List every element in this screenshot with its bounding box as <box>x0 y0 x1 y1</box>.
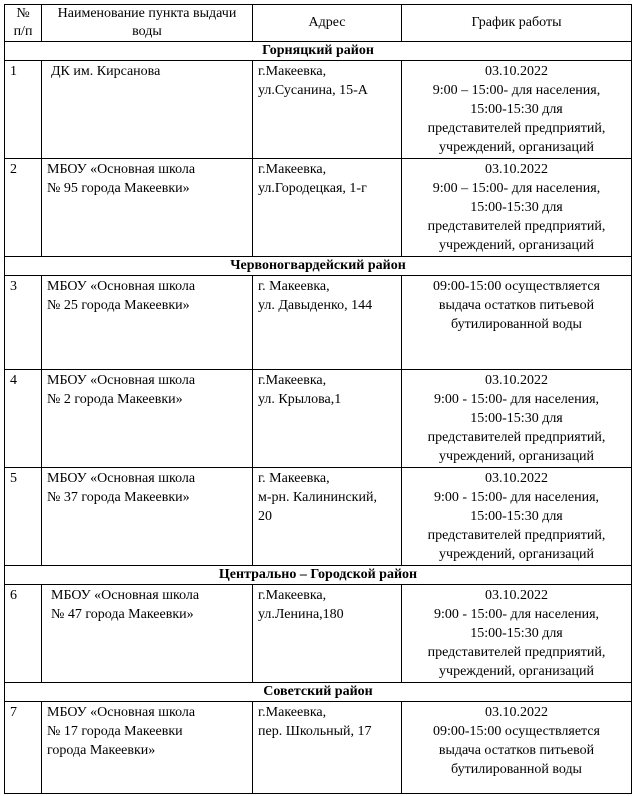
point-name: МБОУ «Основная школа № 2 города Макеевки» <box>42 370 253 468</box>
table-body <box>5 42 632 794</box>
work-schedule: 09:00-15:00 осуществляется выдача остатков питьевой бутилированной воды <box>402 276 632 370</box>
point-name: МБОУ «Основная школа № 37 города Макеевки» <box>42 468 253 566</box>
table-row <box>5 61 632 159</box>
point-name: МБОУ «Основная школа № 17 города Макеевки города Макеевки» <box>42 702 253 794</box>
district-name: Горняцкий район <box>5 42 632 61</box>
point-address: г. Макеевка, ул. Давыденко, 144 <box>253 276 402 370</box>
header-address: Адрес <box>253 5 402 42</box>
header-row <box>5 5 632 42</box>
district-row <box>5 257 632 276</box>
point-address: г.Макеевка, ул.Городецкая, 1-г <box>253 159 402 257</box>
district-name: Советский район <box>5 683 632 702</box>
work-schedule: 03.10.2022 9:00 - 15:00- для населения, 15:00-15:30 для представителей предприятий, учреждений, организаций <box>402 585 632 683</box>
work-schedule: 03.10.2022 9:00 - 15:00- для населения, 15:00-15:30 для представителей предприятий, учреждений, организаций <box>402 468 632 566</box>
table-row <box>5 370 632 468</box>
header-num: № п/п <box>5 5 42 42</box>
district-row <box>5 683 632 702</box>
table-row <box>5 276 632 370</box>
water-distribution-table <box>4 4 632 794</box>
row-num: 4 <box>5 370 42 468</box>
row-num: 5 <box>5 468 42 566</box>
point-name: МБОУ «Основная школа № 25 города Макеевки» <box>42 276 253 370</box>
row-num: 1 <box>5 61 42 159</box>
row-num: 7 <box>5 702 42 794</box>
point-name: МБОУ «Основная школа № 95 города Макеевки» <box>42 159 253 257</box>
work-schedule: 03.10.2022 9:00 - 15:00- для населения, 15:00-15:30 для представителей предприятий, учреждений, организаций <box>402 370 632 468</box>
table-row <box>5 585 632 683</box>
work-schedule: 03.10.2022 9:00 – 15:00- для населения, 15:00-15:30 для представителей предприятий, учреждений, организаций <box>402 61 632 159</box>
point-address: г. Макеевка, м-рн. Калининский, 20 <box>253 468 402 566</box>
row-num: 2 <box>5 159 42 257</box>
row-num: 3 <box>5 276 42 370</box>
work-schedule: 03.10.2022 9:00 – 15:00- для населения, 15:00-15:30 для представителей предприятий, учреждений, организаций <box>402 159 632 257</box>
table-row <box>5 468 632 566</box>
point-name: МБОУ «Основная школа № 47 города Макеевки» <box>42 585 253 683</box>
work-schedule: 03.10.2022 09:00-15:00 осуществляется выдача остатков питьевой бутилированной воды <box>402 702 632 794</box>
district-name: Червоногвардейский район <box>5 257 632 276</box>
point-address: г.Макеевка, ул. Крылова,1 <box>253 370 402 468</box>
point-name: ДК им. Кирсанова <box>42 61 253 159</box>
point-address: г.Макеевка, пер. Школьный, 17 <box>253 702 402 794</box>
point-address: г.Макеевка, ул.Ленина,180 <box>253 585 402 683</box>
district-row <box>5 566 632 585</box>
district-row <box>5 42 632 61</box>
point-address: г.Макеевка, ул.Сусанина, 15-А <box>253 61 402 159</box>
table-row <box>5 159 632 257</box>
row-num: 6 <box>5 585 42 683</box>
table-row <box>5 702 632 794</box>
header-schedule: График работы <box>402 5 632 42</box>
district-name: Центрально – Городской район <box>5 566 632 585</box>
header-name: Наименование пункта выдачи воды <box>42 5 253 42</box>
